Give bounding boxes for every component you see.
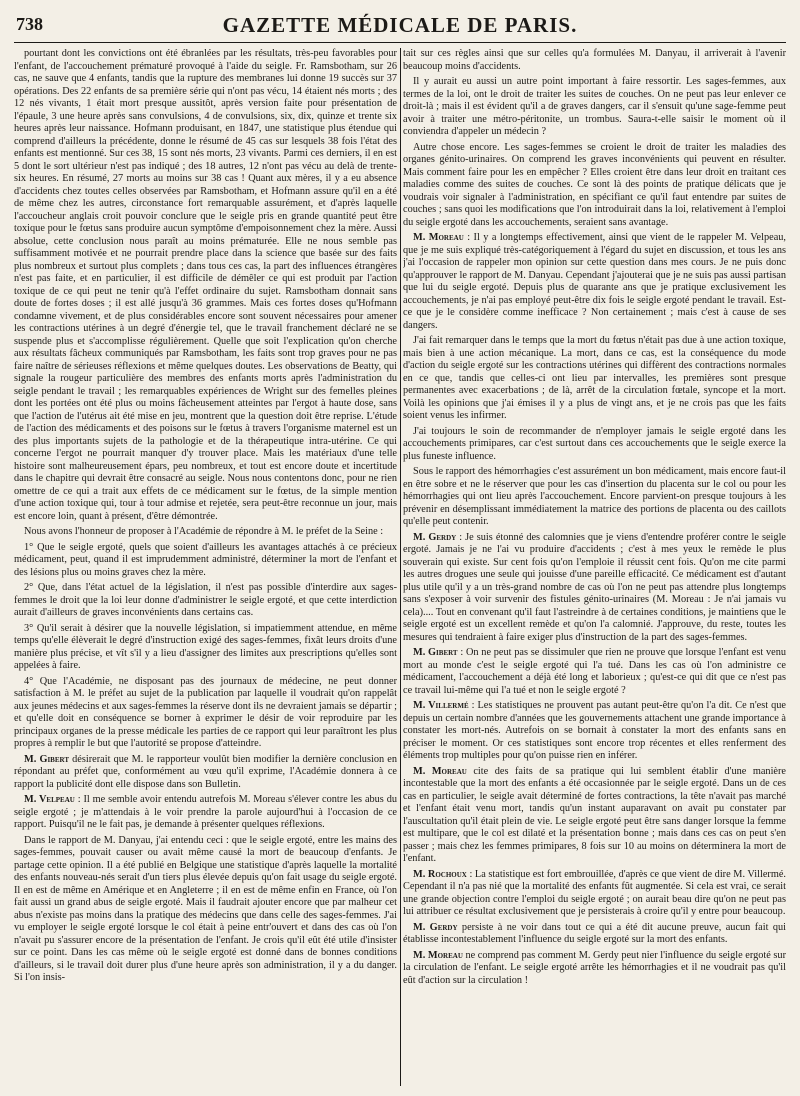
text-columns: [14, 48, 786, 1086]
paragraph-text: Il y aurait eu aussi un autre point important à faire ressortir. Les sages-femmes, aux termes de la loi, ont le droit de traiter les suites de couches. On ne peut pas leur enlever ce droit-là ; mais il est évident qu'il a de graves dangers, car il s'ensuit qu'une sage-femme peut avoir à traiter une métro-péritonite, un trombus. Saura-t-elle saisir le moment où il conviendra d'appeler un médecin ?: [403, 76, 786, 137]
paragraph: [403, 647, 786, 697]
paragraph-text: : Je suis étonné des calomnies que je viens d'entendre proférer contre le seigle ergoté. Jamais je ne l'ai vu produire d'accidents ; c'est à mes yeux le remède le plus souverain qui existe. Sur cent fois qu'on l'emploie il réussit cent fois. Qu'on me cite parmi les autres drogues une seule qui jouisse d'une pareille efficacité. Ce médicament est d'autant plus utile qu'il y a un très-grand nombre de cas où l'on ne peut pas attendre plus longtemps sans s'exposer à voir survenir des fistules génito-urinaires (M. Moreau : Je n'ai jamais vu cela).... Tout en convenant qu'il faut l'astreindre à de certaines conditions, je maintiens que le seigle ergoté est un excellent remède et qu'on l'a calomnié. J'approuve, du reste, toutes les mesures qui tendraient à faire exiger plus d'instruction de la part des sages-femmes.: [403, 531, 786, 643]
paragraph-text: 2° Que, dans l'état actuel de la législation, il n'est pas possible d'interdire aux sages-femmes le droit que la loi leur donne d'administrer le seigle ergoté, et que cette interdiction aurait d'ailleurs de graves inconvénients dans certains cas.: [14, 582, 397, 618]
paragraph: [403, 76, 786, 139]
paragraph-text: Dans le rapport de M. Danyau, j'ai entendu ceci : que le seigle ergoté, entre les mains des sages-femmes, pouvait causer ou avait même causé la mort de beaucoup d'enfants. Je partage cette opinion. Il a été publié en Belgique une statistique d'après laquelle la mortalité des enfants nouveau-nés serait d'un tiers plus élevée depuis qu'on fait usage du seigle ergoté. Il en est de même en Amérique et en Angleterre ; il en est de même enfin en France, où l'on fait aussi un grand abus de seigle ergoté. Mais il faudrait ajouter encore que par malheur cet abus n'existe pas moins dans la pratique des médecins que dans celle des sages-femmes. J'ai vu employer le seigle ergoté lorsque le col était à peine entr'ouvert et dans des cas où l'on n'avait pu s'assurer encore de la présentation de l'enfant. Je crois qu'il eût été utile d'insister sur ce point. Dans les cas même où le seigle ergoté est donné dans de bonnes conditions d'ailleurs, si le travail doit durer plus d'une heure après son administration, il y a du danger. Si l'on insis-: [14, 834, 397, 983]
paragraph-text: Autre chose encore. Les sages-femmes se croient le droit de traiter les maladies des organes génito-urinaires. On comprend les graves inconvénients qui peuvent en résulter. Mais comment faire pour les en empêcher ? Elles croient être dans leur droit en traitant ces maladies comme des suites de couches. Ce sont là des points de pratique délicats que je voudrais voir signaler à l'administration, en spécifiant ce qu'il faut entendre par suites de couches ; sans quoi les modifications que l'on introduirait dans la loi, relativement à l'emploi du seigle ergoté dans les accouchements, seraient sans avantage.: [403, 141, 786, 228]
paragraph-text: 4° Que l'Académie, ne disposant pas des journaux de médecine, ne peut donner satisfaction à M. le préfet au sujet de la publication par laquelle il voudrait qu'on rappelât aux jeunes médecins et aux sages-femmes la réserve dont ils ne devraient jamais se départir ; et qu'elle doit en conséquence se borner à exprimer le désir de voir reproduire par les principaux organes de la presse médicale les parties de ce rapport qui leur paraîtront les plus propres à remplir le but que l'autorité se propose d'atteindre.: [14, 675, 397, 749]
paragraph: [403, 700, 786, 763]
paragraph-text: cite des faits de sa pratique qui lui semblent établir d'une manière incontestable que la mort des enfants a été occasionnée par le seigle ergoté. Dans un de ces cas en particulier, le seigle avait déterminé de fortes contractions, la tête n'avait pas marché et l'enfant était venu mort, tandis qu'un instant auparavant on avait pu constater par l'auscultation qu'il était plein de vie. Le seigle ergoté peut être sans danger lorsque la femme est multipare, que le col est dilaté et la présentation bonne ; mais dans ces cas on peut s'en passer ; mais chez les femmes primipares, 8 fois sur 10 au moins on déterminera la mort de l'enfant.: [403, 765, 786, 864]
paragraph: [403, 922, 786, 947]
right-column: [403, 48, 786, 1086]
paragraph: [14, 542, 397, 580]
paragraph-text: : La statistique est fort embrouillée, d'après ce que vient de dire M. Villermé. Cependant il n'a pas nié que la mortalité des enfants fût augmentée. Si cela est vrai, ce serait une grande objection contre l'emploi du seigle ergoté ; on aurait beau dire qu'on ne peut pas lui attribuer ce résultat exclusivement que je persisterais à croire qu'il y entre pour beaucoup.: [403, 868, 786, 917]
speaker-name: M. Velpeau: [24, 794, 75, 805]
paragraph-text: tait sur ces règles ainsi que sur celles qu'a formulées M. Danyau, il arriverait à l'avenir beaucoup moins d'accidents.: [403, 48, 786, 72]
speaker-name: M. Moreau: [413, 232, 464, 243]
paragraph: [403, 232, 786, 332]
journal-page: [14, 12, 786, 1086]
speaker-name: M. Gerdy: [413, 531, 457, 543]
paragraph: [14, 754, 397, 792]
paragraph-text: : Les statistiques ne prouvent pas autant peut-être qu'on l'a dit. Ce n'est que depuis un certain nombre d'années que les gouvernements attachent une grande importance à constater les mort-nés. Autrefois on se bornait à constater la mort des enfants sans en préciser le moment. Or ces statistiques sont encore trop récentes et elles renferment des éléments trop multiples pour qu'on puisse rien en inférer.: [403, 700, 786, 761]
paragraph-text: persiste à ne voir dans tout ce qui a été dit aucune preuve, aucun fait qui établisse incontestablement l'influence du seigle ergoté sur la mort des enfants.: [403, 921, 786, 945]
paragraph-text: 3° Qu'il serait à désirer que la nouvelle législation, si impatiemment attendue, en même temps qu'elle élèverait le degré d'instruction exigé des sages-femmes, fixât leurs droits d'une manière plus précise, et vît s'il y a lieu d'assigner des limites aux prescriptions qu'elles sont appelées à faire.: [14, 622, 397, 671]
left-column: [14, 48, 397, 1086]
journal-title: GAZETTE MÉDICALE DE PARIS.: [222, 13, 578, 37]
page-number: 738: [16, 14, 43, 34]
paragraph: [403, 466, 786, 529]
speaker-name: M. Gerdy: [413, 921, 458, 933]
paragraph-text: : Il y a longtemps effectivement, ainsi que vient de le rappeler M. Velpeau, que je me suis expliqué très-catégoriquement à l'égard du sujet en discussion, et tous les ans j'ai l'occasion de rappeler mon opinion sur cette question dans mes cours. Je ne puis donc qu'approuver le rapport de M. Danyau. Cependant j'ajouterai que je ne suis pas aussi partisan que lui du seigle ergoté. Depuis plus de quarante ans que je pratique exclusivement les accouchements, je n'ai pas employé peut-être dix fois le seigle ergoté pendant le travail. Est-ce que je le considère comme inefficace ? Non certainement ; mais c'est à cause de ses dangers.: [403, 232, 786, 331]
speaker-name: M. Gibert: [413, 647, 458, 658]
speaker-name: M. Gibert: [24, 753, 69, 765]
paragraph-text: désirerait que M. le rapporteur voulût bien modifier la dernière conclusion en répondant au préfet que, conformément au vœu qu'il exprime, l'Académie donnera à ce rapport la publicité dont elle dispose dans son Bulletin.: [14, 753, 397, 790]
paragraph: [403, 48, 786, 73]
speaker-name: M. Moreau: [413, 949, 463, 961]
paragraph-text: J'ai fait remarquer dans le temps que la mort du fœtus n'était pas due à une action toxique, mais bien à une action mécanique. La mort, dans ce cas, est la conséquence du mode d'action du seigle ergoté sur les contractions utérines qui diffèrent des contractions normales en ce que, tandis que celles-ci ont lieu par intervalles, les premières sont presque permanentes avec exacerbations ; de là, arrêt de la circulation fœtale, syncope et la mort. Voilà les opinions que j'ai émises il y a plus de vingt ans, et je ne crois pas que les faits soient venus les infirmer.: [403, 335, 786, 421]
paragraph: [403, 869, 786, 919]
paragraph: [403, 532, 786, 645]
paragraph: [403, 766, 786, 866]
paragraph: [403, 142, 786, 230]
paragraph-text: : Il me semble avoir entendu autrefois M. Moreau s'élever contre les abus du seigle ergoté ; je m'attendais à le voir prendre la parole aujourd'hui à l'occasion de ce rapport. Puisqu'il ne le fait pas, je demande à présenter quelques réflexions.: [14, 794, 397, 830]
paragraph: [14, 676, 397, 751]
paragraph: [14, 623, 397, 673]
paragraph: [14, 582, 397, 620]
paragraph-text: Sous le rapport des hémorrhagies c'est assurément un bon médicament, mais encore faut-il en être sobre et ne le réserver que pour les cas d'insertion du placenta sur le col ou pour les hémorrhagies qui ont lieu après l'accouchement. Encore parvient-on presque toujours à les prévenir en désemplissant immédiatement la matrice des portions de placenta ou des caillots qu'elle peut contenir.: [403, 466, 786, 527]
page-header: [14, 12, 786, 43]
paragraph: [403, 950, 786, 988]
speaker-name: M. Rochoux: [413, 868, 467, 880]
paragraph-text: : On ne peut pas se dissimuler que rien ne prouve que lorsque l'enfant est venu mort au monde c'est le seigle ergoté qui l'a tué. Dans les cas où l'on administre ce médicament, l'accouchement a déjà été long et laborieux ; qu'est-ce qui dit que ce n'est pas ce travail lui-même qui l'a tué et non le seigle ergoté ?: [403, 647, 786, 696]
paragraph-text: pourtant dont les convictions ont été ébranlées par les résultats, très-peu favorables pour l'enfant, de l'accouchement prématuré provoqué à l'aide du seigle. Fr. Ramsbotham, sur 26 cas, ne sauve que 4 enfants, tandis que la rupture des membranes lui donne 19 succès sur 37 opérations. Des 22 enfants de sa première série qui n'ont pas vécu, 14 étaient nés morts ; des 12 nés vivants, 1 était mort presque aussitôt, après version faite pour présentation de l'épaule, 3 une heure après sans convulsions, 4 de convulsions, six, dix, quinze et trente six heures après leur naissance. Hofmann produisant, en 1847, une statistique plus étendue qui comprend d'ailleurs la précédente, donne le résumé de 45 cas sur lesquels 38 fois l'état des enfants est mentionné. Sur ces 38, 15 sont nés morts, 23 vivants. Parmi ces derniers, il en est 5 dont le sort ultérieur n'est pas indiqué ; des 18 autres, 12 n'ont pas vécu au delà de trente-six heures. En résumé, 27 morts au moins sur 38 cas ! Quant aux mères, il y a eu absence d'accidents chez toutes celles observées par Ramsbotham, et Hofmann assure qu'il en a été de même chez les autres, circonstance fort remarquable assurément, et d'après laquelle l'accoucheur anglais croit pouvoir conclure que le seigle pris en grande quantité peut être toxique pour le fœtus sans produire aucun symptôme d'empoisonnement chez la mère. Aussi absolue, cette conclusion nous paraît au moins prématurée. Elle ne nous semble pas suffisamment motivée et ne pourrait prendre place dans la science que basée sur des faits plus nombreux et surtout plus complets ; dans tous ces cas, la part des influences étrangères n'est pas faite, et en particulier, il est difficile de démêler ce qui est produit par l'action toxique de ce qui peut ne tenir qu'à l'effet ordinaire du sujet. Ramsbotham donnait sans doute de fortes doses ; il est allé jusqu'à 36 grammes. Mais ces fortes doses qu'Hofmann condamne vivement, et de plus considérables encore sont souvent nécessaires pour amener les contractions utérines à un degré d'énergie tel, que le travail franchement déclaré ne se suspende plus et s'accomplisse régulièrement. Quelle que soit l'explication qu'on cherche aux résultats fâcheux communiqués par Ramsbotham, les faits sont trop graves pour ne pas faire naître de sérieuses réflexions et même quelques doutes. Les observations de Beatty, qui signale la rougeur particulière des membres des enfants morts après l'administration du seigle pendant le travail ; les remarquables expériences de Wright sur des femelles pleines dont les portées ont été plus ou moins fâcheusement atteintes par l'ergot à haute dose, sans que l'action de l'utérus ait été mise en jeu, montrent que la question doit être reprise. L'étude de l'action des médicaments et des poisons sur le fœtus à travers l'organisme maternel est un des plus importants sujets de la pathologie et de la thérapeutique intra-utérine. Ce qui concerne l'ergot ne pourrait manquer d'y trouver place. Mais les matériaux d'une telle histoire sont malheureusement épars, peu nombreux, et tout est encore doute et incertitude dans le chapitre qui devrait être consacré au seigle. Nous nous contentons donc, pour ne rien omettre de ce qui a trait aux effets de ce médicament sur le fœtus, de la simple mention d'une action toxique qui, tour à tour admise et rejetée, sera peut-être reconnue un jour, mais est encore loin, quant à présent, d'être démontrée.: [14, 48, 397, 522]
paragraph-text: Nous avons l'honneur de proposer à l'Académie de répondre à M. le préfet de la Seine :: [24, 526, 384, 537]
column-divider: [400, 48, 401, 1086]
paragraph: [14, 48, 397, 523]
paragraph-text: 1° Que le seigle ergoté, quels que soient d'ailleurs les avantages attachés à ce précieux médicament, peut, quand il est imprudemment administré, déterminer la mort de l'enfant et des lésions plus ou moins graves chez la mère.: [14, 541, 397, 578]
paragraph: [403, 335, 786, 423]
paragraph: [14, 794, 397, 832]
speaker-name: M. Villermé: [413, 700, 469, 711]
speaker-name: M. Moreau: [413, 765, 467, 777]
paragraph: [403, 426, 786, 464]
paragraph-text: J'ai toujours le soin de recommander de n'employer jamais le seigle ergoté dans les accouchements primipares, car c'est surtout dans ces accouchements que le seigle exerce la plus funeste influence.: [403, 425, 786, 462]
paragraph: [14, 835, 397, 985]
paragraph: [14, 526, 397, 539]
paragraph-text: ne comprend pas comment M. Gerdy peut nier l'influence du seigle ergoté sur la circulation de l'enfant. Le seigle ergoté arrête les hémorrhagies et il ne voudrait pas qu'il eût d'action sur la circulation !: [403, 949, 786, 986]
